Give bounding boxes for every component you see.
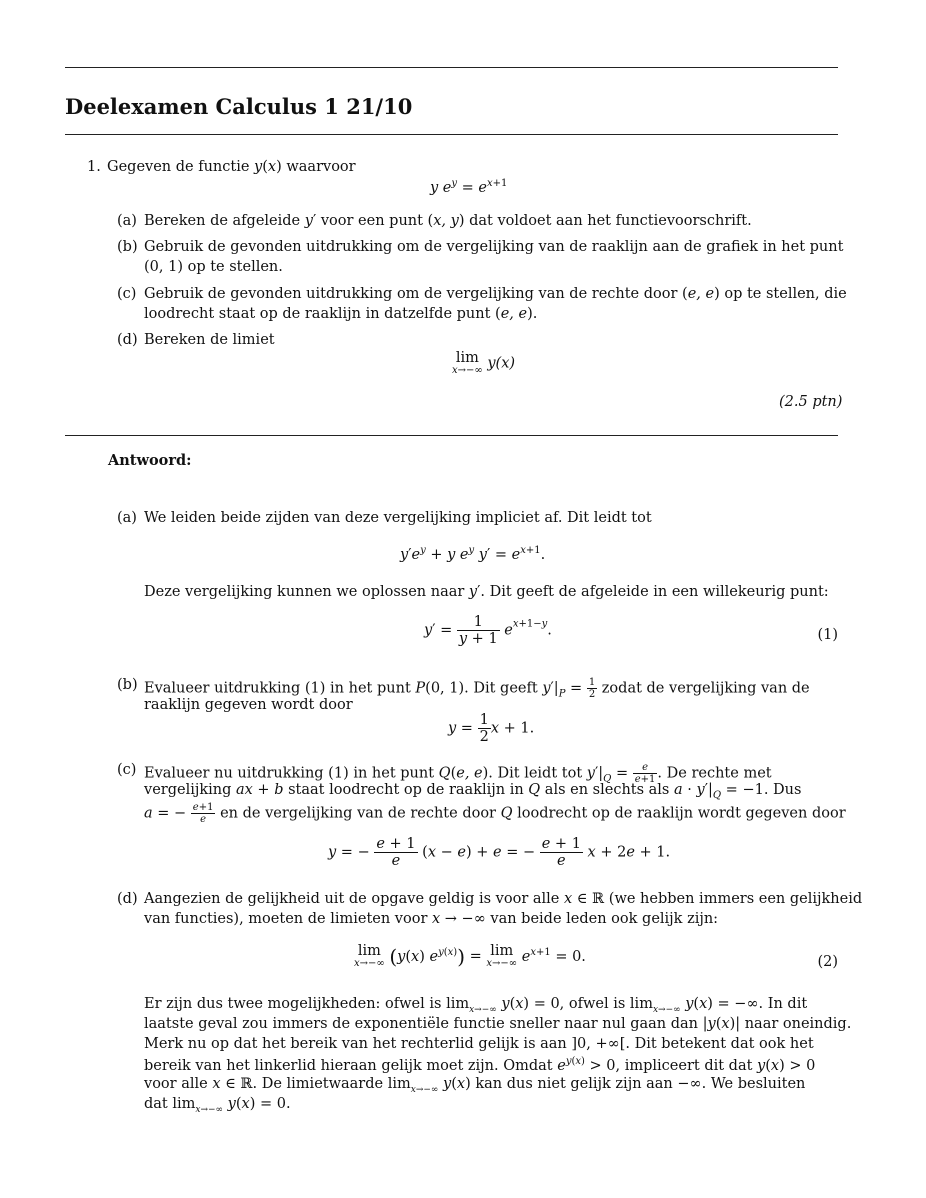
answer-b-eq: y = $\frac{1}{2}$ x + 1. xyxy=(448,712,535,745)
answer-b-text-1: Evalueer uitdrukking (1) in het punt P(0, 1). Dit geeft $y'|_P$ = $\frac{1}{2}$ zodat de vergelijking van de xyxy=(144,677,810,700)
part-c-label: (c) xyxy=(117,286,137,302)
part-c-text-1: Gebruik de gevonden uitdrukking om de vergelijking van de rechte door (e, e) op te stellen, die xyxy=(144,286,847,302)
title-rule xyxy=(65,134,838,135)
answer-a-label: (a) xyxy=(117,510,137,526)
answer-a-text2: Deze vergelijking kunnen we oplossen naar y′. Dit geeft de afgeleide in een willekeurig punt: xyxy=(144,584,829,600)
answer-d-text-1: Aangezien de gelijkheid uit de opgave geldig is voor alle x ∈ ℝ (we hebben immers een gelijkheid xyxy=(144,891,863,907)
answer-b-label: (b) xyxy=(117,677,138,693)
part-d-label: (d) xyxy=(117,332,138,348)
answer-d-text-2: van functies), moeten de limieten voor x → −∞ van beide leden ook gelijk zijn: xyxy=(144,911,719,927)
part-b-text-2: (0, 1) op te stellen. xyxy=(144,259,283,275)
answer-d-para-2: laatste geval zou immers de exponentiële functie sneller naar nul gaan dan |y(x)| naar oneindig. xyxy=(144,1016,852,1032)
answer-a-eq2: y′ = $\frac{1}{y + 1}$ $e^{x+1-y}$. xyxy=(424,614,552,647)
answer-d-para-6: dat $\lim_{x\to-\infty} y(x) = 0$. xyxy=(144,1096,291,1115)
equation-number-1: (1) xyxy=(817,627,838,643)
answer-rule xyxy=(65,435,838,436)
part-d-text: Bereken de limiet xyxy=(144,332,275,348)
answer-a-eq1: $y'e^y + y$ $e^y$ $y' = e^{x+1}$. xyxy=(400,545,546,563)
answer-c-text-1: Evalueer nu uitdrukking (1) in het punt Q(e, e). Dit leidt tot $y'|_Q$ = $\frac{e}{e+1}$ . De rechte met xyxy=(144,762,772,785)
answer-c-text-3: a = − $\frac{e+1}{e}$ en de vergelijking van de rechte door Q loodrecht op de raaklijn wordt gegeven door xyxy=(144,802,846,825)
limit-sub: x→−∞ xyxy=(452,364,483,376)
part-b-text-1: Gebruik de gevonden uitdrukking om de vergelijking van de raaklijn aan de grafiek in het punt xyxy=(144,239,844,255)
answer-b-text-2: raaklijn gegeven wordt door xyxy=(144,697,353,713)
equation-number-2: (2) xyxy=(817,954,838,970)
part-a-label: (a) xyxy=(117,213,137,229)
answer-d-eq: lim x→−∞ (y(x) $e^{y(x)}) = \lim$ x→−∞ $e^{x+1} = 0$. xyxy=(354,943,586,969)
page-title: Deelexamen Calculus 1 21/10 xyxy=(65,94,413,119)
question-limit: lim x→−∞ y(x) xyxy=(452,350,516,376)
answer-a-text: We leiden beide zijden van deze vergelijking impliciet af. Dit leidt tot xyxy=(144,510,652,526)
answer-d-para-4: bereik van het linkerlid hieraan gelijk moet zijn. Omdat $e^{y(x)} > 0$, impliceert dit dat y(x) > 0 xyxy=(144,1056,816,1074)
answer-d-para-1: Er zijn dus twee mogelijkheden: ofwel is $\lim_{x\to-\infty} y(x) = 0$, ofwel is $\lim_{x\to-\infty} y(x)$ = −∞. In dit xyxy=(144,996,808,1015)
limit-expr: y(x) xyxy=(487,355,516,372)
question-intro: Gegeven de functie y(x) waarvoor xyxy=(107,159,356,175)
points-label: (2.5 ptn) xyxy=(779,394,843,410)
question-equation: y $e^y = e^{x+1}$ xyxy=(430,178,508,196)
top-rule xyxy=(65,67,838,68)
answer-d-para-5: voor alle x ∈ ℝ. De limietwaarde $\lim_{x\to-\infty} y(x)$ kan dus niet gelijk zijn aan −∞. We besluiten xyxy=(144,1076,806,1095)
answer-d-para-3: Merk nu op dat het bereik van het rechterlid gelijk is aan ]0, +∞[. Dit betekent dat ook het xyxy=(144,1036,814,1052)
part-b-label: (b) xyxy=(117,239,138,255)
answer-c-eq: y = − $\frac{e + 1}{e}$ (x − e) + e = − $\frac{e + 1}{e}$ x + 2e + 1. xyxy=(328,836,671,869)
answer-c-text-2: vergelijking ax + b staat loodrecht op de raaklijn in Q als en slechts als $a \cdot y'|_Q = -1$. Dus xyxy=(144,782,802,801)
answer-d-label: (d) xyxy=(117,891,138,907)
question-number: 1. xyxy=(87,159,101,175)
answer-c-label: (c) xyxy=(117,762,137,778)
part-a-text: Bereken de afgeleide y′ voor een punt (x, y) dat voldoet aan het functievoorschrift. xyxy=(144,213,752,229)
answer-heading: Antwoord: xyxy=(108,452,192,469)
part-c-text-2: loodrecht staat op de raaklijn in datzelfde punt (e, e). xyxy=(144,306,538,322)
